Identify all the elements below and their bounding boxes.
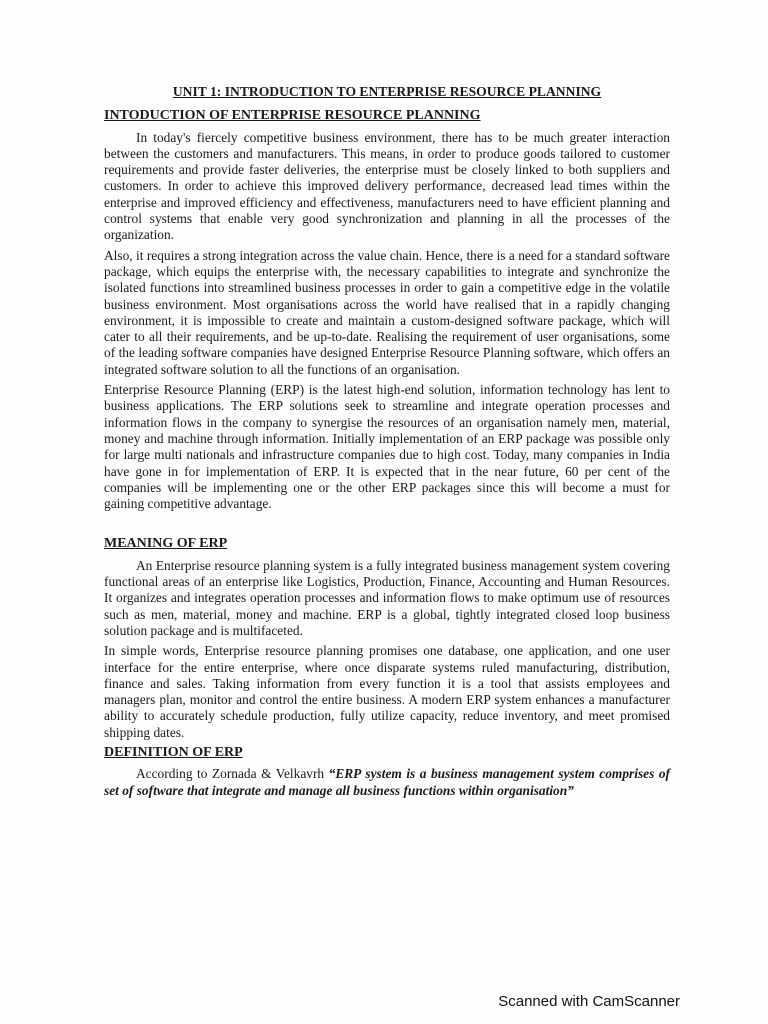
definition-paragraph (104, 766, 670, 799)
meaning-paragraph-2: In simple words, Enterprise resource planning promises one database, one application, and one user interface for the entire enterprise, where once disparate systems ruled manufacturing, distribution, finance and sales. Taking information from every function it is a tool that assists employees and managers plan, monitor and control the entire business. A modern ERP system enhances a manufacturer ability to accurately schedule production, fully utilize capacity, reduce inventory, and meet promised shipping dates. (104, 643, 670, 740)
intro-paragraph-3: Enterprise Resource Planning (ERP) is the latest high-end solution, information technology has lent to business applications. The ERP solutions seek to streamline and integrate operation processes and information flows in the company to synergise the resources of an organisation namely men, material, money and machine through information. Initially implementation of an ERP package was possible only for large multi nationals and infrastructure companies due to high cost. Today, many companies in India have gone in for implementation of ERP. It is expected that in the near future, 60 per cent of the companies will be implementing one or the other ERP packages since this will become a must for gaining competitive advantage. (104, 382, 670, 512)
meaning-heading: MEANING OF ERP (104, 536, 228, 552)
definition-heading: DEFINITION OF ERP (104, 744, 243, 760)
section-gap (104, 516, 670, 536)
unit-title: UNIT 1: INTRODUCTION TO ENTERPRISE RESOURCE PLANNING (172, 84, 602, 99)
meaning-paragraph-1: An Enterprise resource planning system is a fully integrated business management system covering functional areas of an enterprise like Logistics, Production, Finance, Accounting and Human Resources. It organizes and integrates operation processes and information flows to make optimum use of resources such as men, material, money and machine. ERP is a global, tightly integrated closed loop business solution package and is multifaceted. (104, 557, 670, 638)
definition-quote: “ERP system is a business management system comprises of set of software that integrate and manage all business functions within organisation” (104, 766, 670, 798)
definition-lead: According to Zornada & Velkavrh (136, 766, 329, 782)
intro-paragraph-2: Also, it requires a strong integration across the value chain. Hence, there is a need for a standard software package, which equips the enterprise with, the necessary capabilities to integrate and synchronize the isolated functions into streamlined business processes in order to gain a competitive edge in the volatile business environment. Most organisations across the world have realised that in a rapidly changing environment, it is impossible to create and maintain a custom-designed software package, which will cater to all their requirements, and be up-to-date. Realising the requirement of user organisations, some of the leading software companies have designed Enterprise Resource Planning software, which offers an integrated software solution to all the functions of an organisation. (104, 247, 670, 377)
intro-paragraph-1: In today's fiercely competitive business environment, there has to be much greater interaction between the customers and manufacturers. This means, in order to produce goods tailored to customer requirements and provide faster deliveries, the enterprise must be closely linked to both suppliers and customers. In order to achieve this improved delivery performance, decreased lead times within the enterprise and improved efficiency and effectiveness, manufacturers need to have efficient planning and control systems that enable very good synchronization and planning in all the processes of the organization. (104, 129, 670, 243)
document-body (104, 84, 670, 803)
intro-heading: INTODUCTION OF ENTERPRISE RESOURCE PLANNING (104, 108, 481, 124)
camscanner-watermark: Scanned with CamScanner (498, 993, 680, 1010)
